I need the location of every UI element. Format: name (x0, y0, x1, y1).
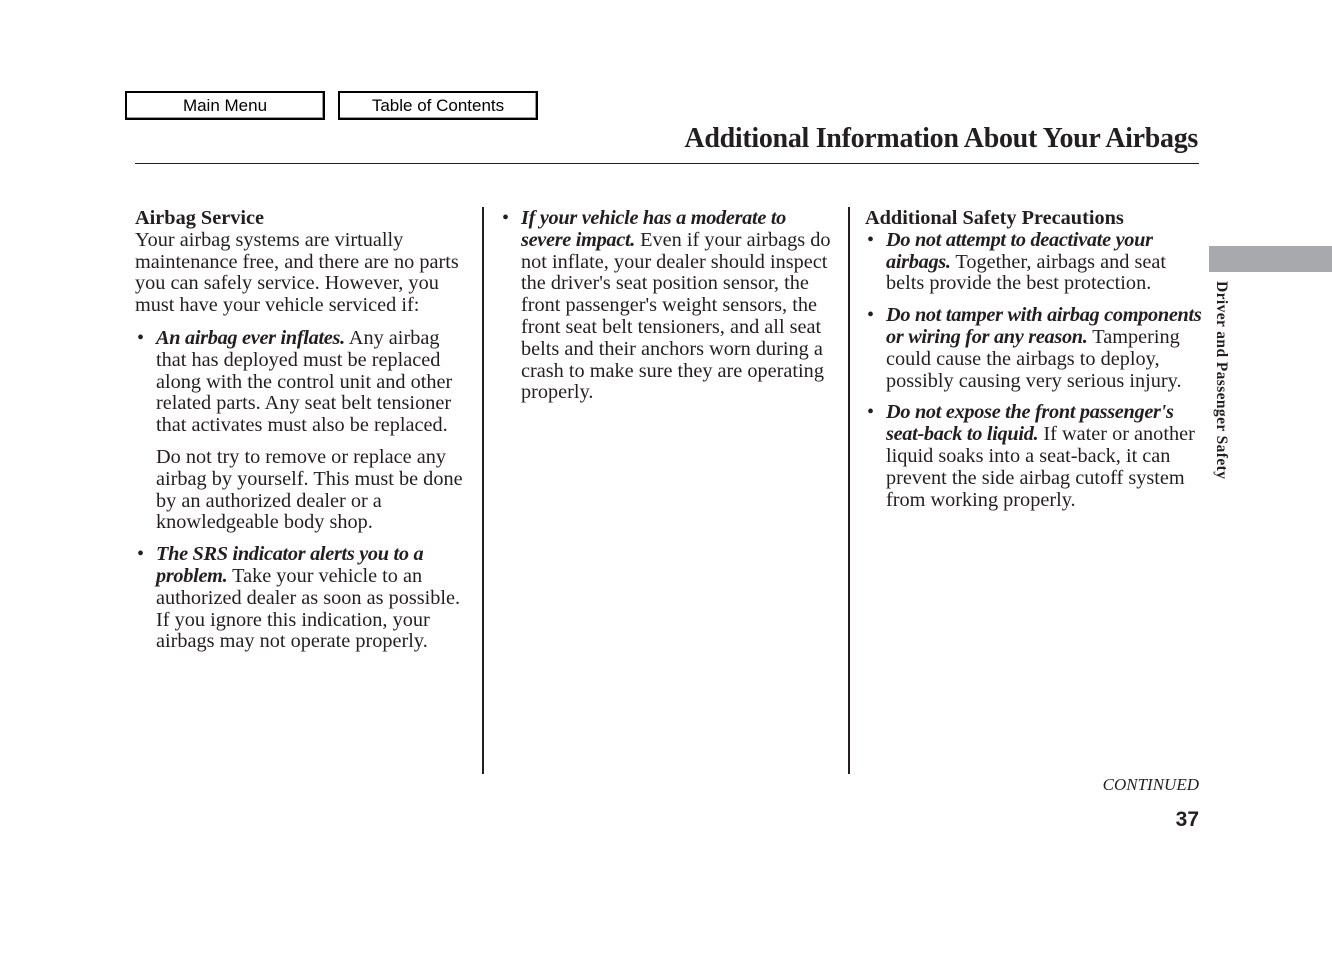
bullet-text: Any airbag that has deployed must be replaced along with the control unit and other related parts. Any seat belt tensioner that activates must also be replaced. (156, 326, 453, 437)
bullet-icon: • (867, 401, 875, 424)
airbag-service-list (135, 328, 470, 653)
airbag-service-intro: Your airbag systems are virtually maintenance free, and there are no parts you can safely service. However, you must have your vehicle serviced if: (135, 228, 459, 317)
column-airbag-service (135, 208, 470, 653)
column-divider (848, 207, 850, 774)
page-title: Additional Information About Your Airbags (684, 123, 1198, 154)
table-of-contents-button[interactable]: Table of Contents (338, 91, 538, 120)
bullet-icon: • (502, 207, 510, 229)
bullet-lead: The SRS indicator alerts you to a problem. (156, 543, 424, 587)
bullet-text: Even if your airbags do not inflate, your dealer should inspect the driver's seat position sensor, the front passenger's weight sensors, the front seat belt tensioners, and all seat belts and their anchors worn during a crash to make sure they are operating properly. (521, 228, 831, 404)
page-number: 37 (1175, 808, 1199, 831)
list-item (865, 402, 1202, 511)
section-tab-label: Driver and Passenger Safety (1213, 281, 1230, 480)
title-divider (135, 163, 1199, 164)
column-impact (500, 208, 836, 404)
list-item (865, 230, 1202, 295)
list-item (500, 208, 836, 404)
bullet-text: Take your vehicle to an authorized dealer as soon as possible. If you ignore this indication, your airbags may not operate properly. (156, 564, 461, 653)
section-heading-safety-precautions: Additional Safety Precautions (865, 207, 1124, 229)
precautions-list (865, 230, 1202, 512)
bullet-extra-paragraph: Do not try to remove or replace any airbag by yourself. This must be done by an authorized dealer or a knowledgeable body shop. (156, 445, 463, 534)
bullet-icon: • (137, 326, 145, 349)
bullet-icon: • (137, 543, 145, 566)
section-tab-marker (1209, 246, 1332, 272)
list-item (865, 305, 1202, 392)
bullet-icon: • (867, 228, 875, 251)
bullet-text: Together, airbags and seat belts provide the best protection. (886, 250, 1166, 295)
column-safety-precautions (865, 208, 1202, 511)
bullet-lead: Do not tamper with airbag components or wiring for any reason. (886, 304, 1202, 348)
impact-list (500, 208, 836, 404)
list-item (135, 544, 470, 653)
bullet-text: If water or another liquid soaks into a seat-back, it can prevent the side airbag cutoff system from working properly. (886, 423, 1195, 511)
bullet-lead: Do not expose the front passenger's seat-back to liquid. (886, 401, 1174, 446)
main-menu-button[interactable]: Main Menu (125, 91, 325, 120)
list-item (135, 328, 470, 534)
bullet-icon: • (867, 304, 875, 327)
bullet-lead: Do not attempt to deactivate your airbags. (886, 228, 1153, 273)
section-heading-airbag-service: Airbag Service (135, 207, 264, 229)
bullet-text: Tampering could cause the airbags to deploy, possibly causing very serious injury. (886, 325, 1182, 392)
bullet-lead: An airbag ever inflates. (156, 326, 345, 349)
bullet-lead: If your vehicle has a moderate to severe impact. (521, 207, 786, 251)
continued-label: CONTINUED (1102, 775, 1199, 794)
column-divider (482, 207, 484, 774)
